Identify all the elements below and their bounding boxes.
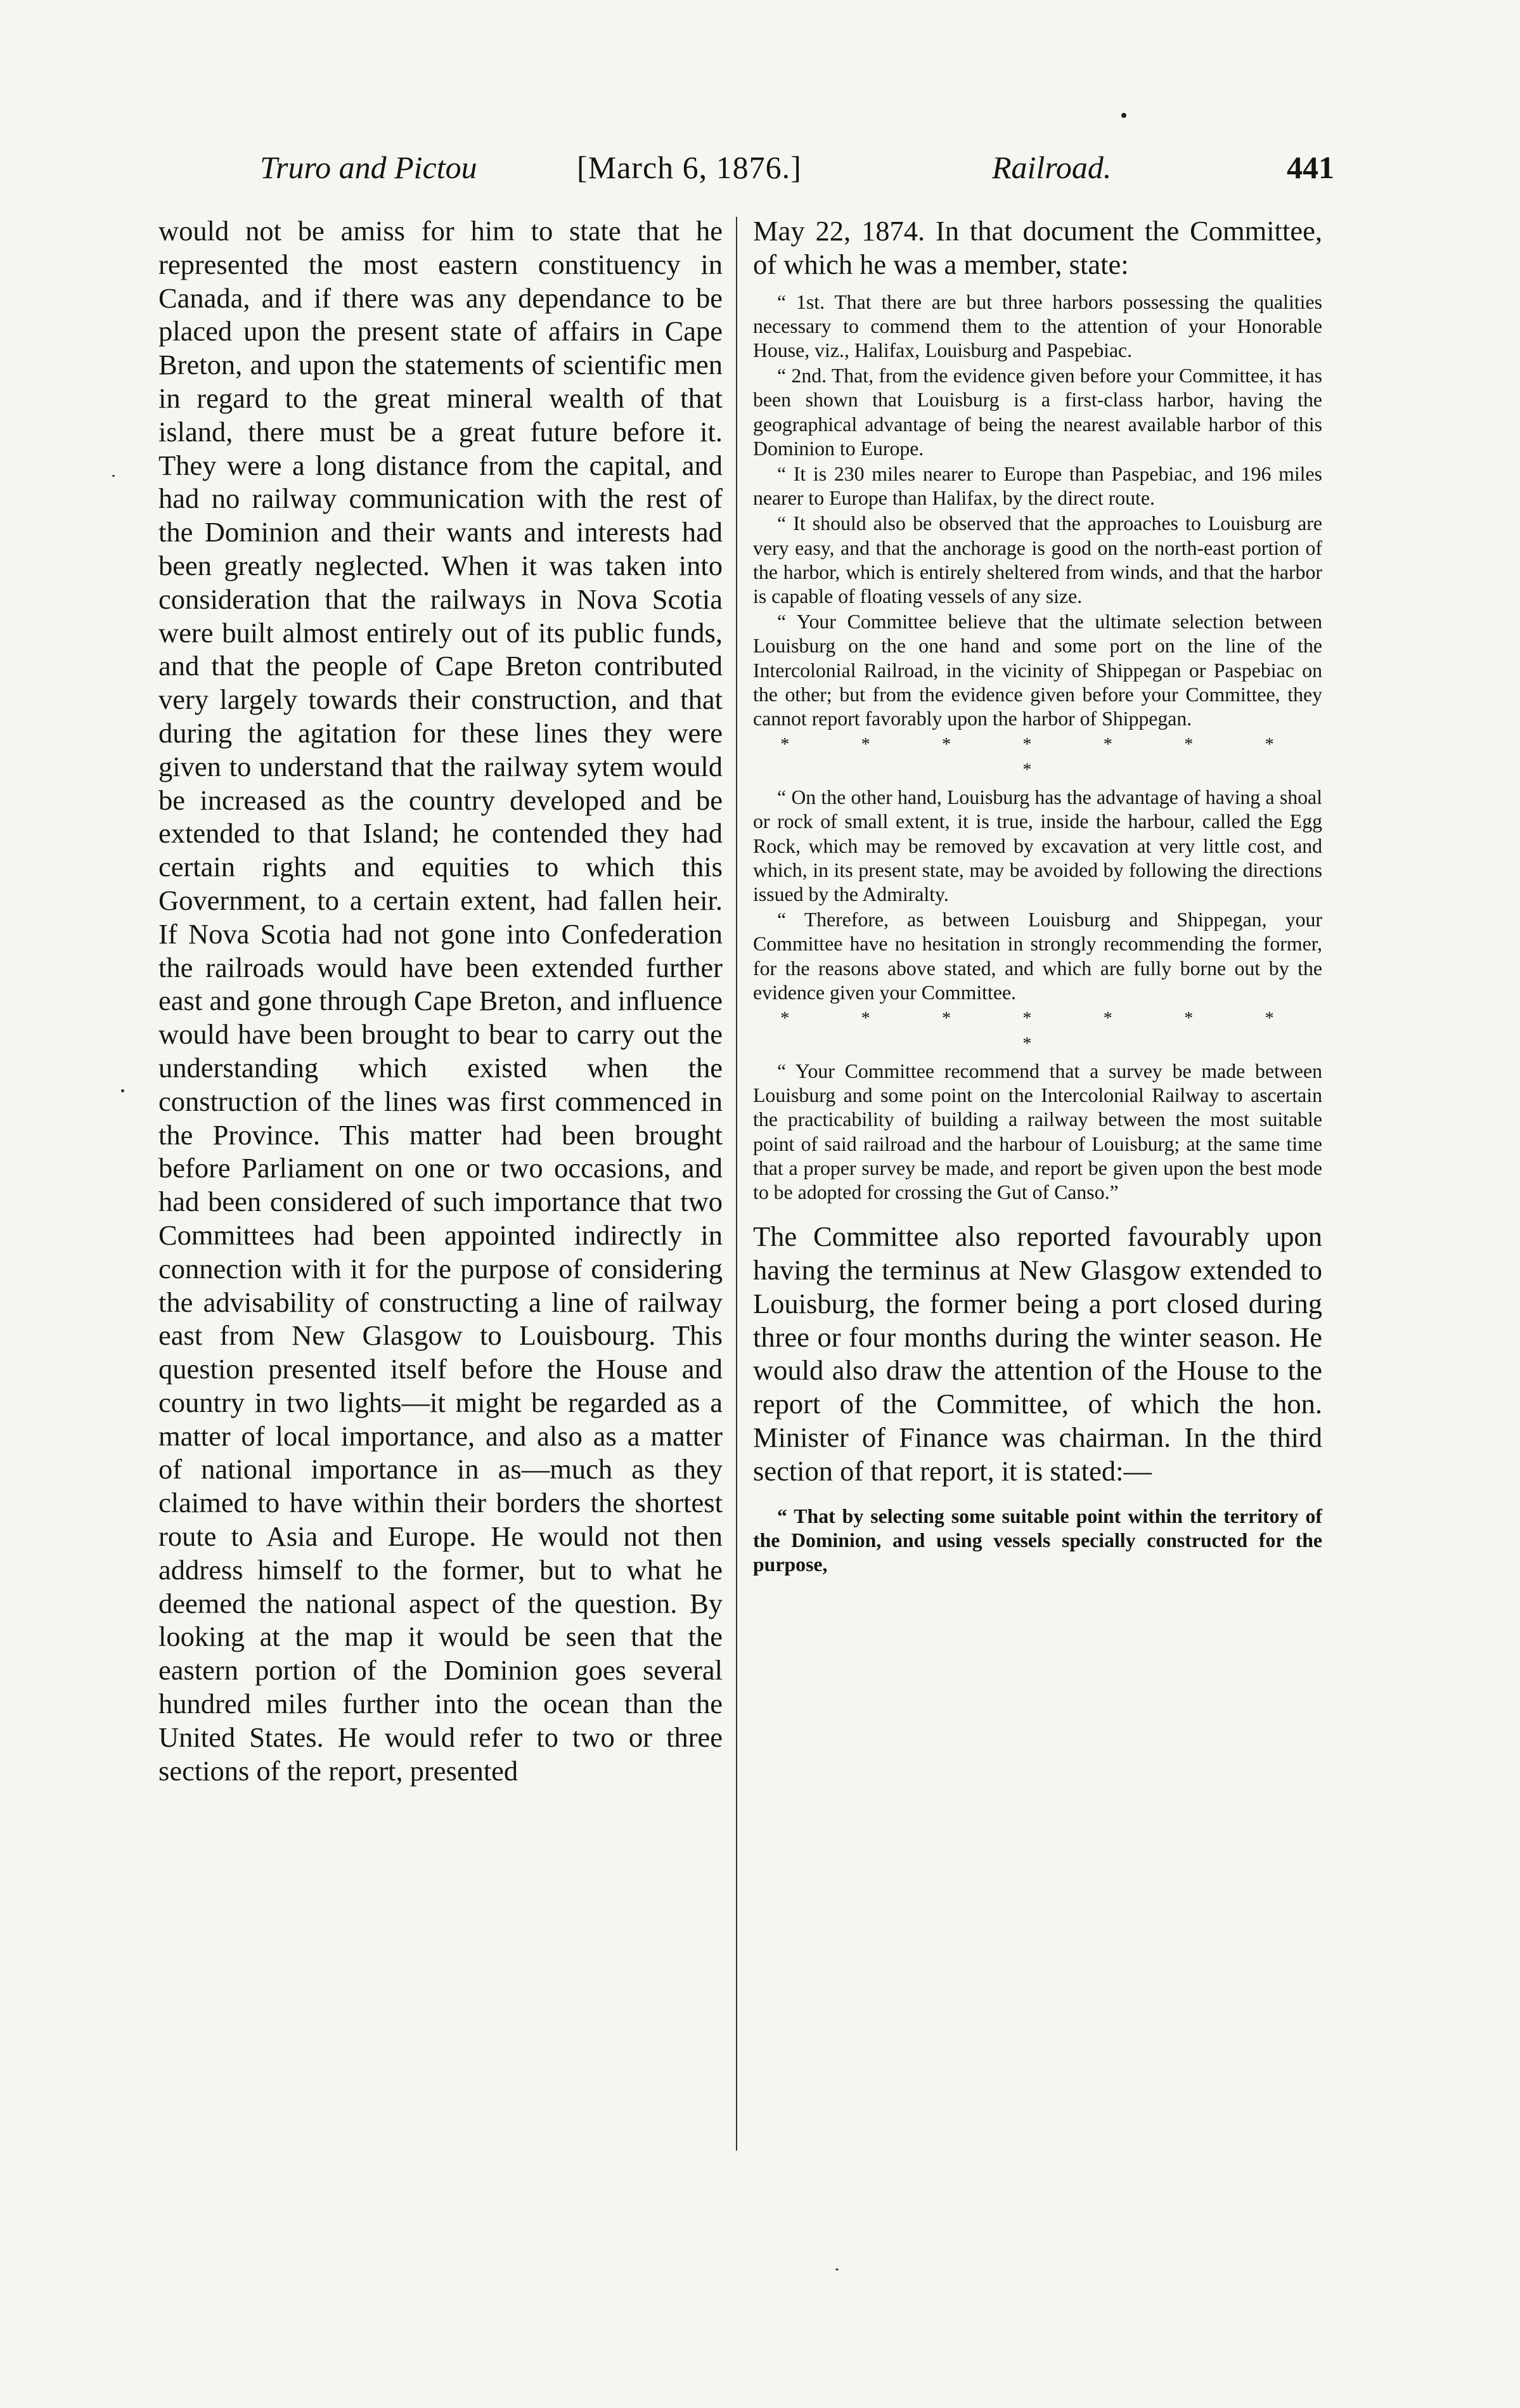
asterisk-separator: * * * * * * * * [780,1009,1308,1054]
right-column [753,214,1322,1577]
print-speck [112,475,115,477]
quote-paragraph: “ Your Committee recommend that a survey be made between Louisburg and some point on the Intercolonial Railway to ascertain the practicability of building a railway between the most suitable point of said railroad and the harbour of Louisburg; at the same time that a proper survey be made, and report be given upon the best mode to be adopted for crossing the Gut of Canso.” [753,1060,1322,1204]
quote-paragraph: “ Therefore, as between Louisburg and Shippegan, your Committee have no hesitation in strongly recommending the former, for the reasons above stated, and which are fully borne out by the evidence given your Committee. [753,909,1322,1004]
asterisk-separator: * * * * * * * * [780,735,1308,780]
print-speck [835,2269,839,2270]
quote-paragraph: “ It should also be observed that the approaches to Louisburg are very easy, and that the anchorage is good on the north-east portion of the harbor, which is entirely sheltered from winds, and that the harbor is capable of floating vessels of any size. [753,512,1322,608]
header-left-title: Truro and Pictou [260,150,477,185]
right-lead-paragraph: May 22, 1874. In that document the Committee, of which he was a member, state: [753,215,1322,280]
quote-paragraph: “ That by selecting some suitable point within the territory of the Dominion, and using vessels specially constructed for the purpose, [753,1505,1322,1576]
quote-paragraph: “ It is 230 miles nearer to Europe than Paspebiac, and 196 miles nearer to Europe than Halifax, by the direct route. [753,463,1322,510]
print-dot [1121,113,1126,118]
header-date: [March 6, 1876.] [577,150,802,185]
page-number: 441 [1287,150,1334,185]
quote-paragraph: “ On the other hand, Louisburg has the advantage of having a shoal or rock of small extent, it is true, inside the harbour, called the Egg Rock, which may be removed by excavation at very little cost, and which, in its present state, may be avoided by following the directions issued by the Admiralty. [753,786,1322,906]
running-header [260,148,1334,205]
left-column [158,214,723,1787]
print-speck [121,1089,124,1092]
header-right-title: Railroad. [992,150,1112,185]
quote-paragraph: “ 1st. That there are but three harbors possessing the qualities necessary to commend them to the attention of your Honorable House, viz., Halifax, Louisburg and Paspebiac. [753,290,1322,361]
quote-paragraph: “ 2nd. That, from the evidence given before your Committee, it has been shown that Louisburg is a first-class harbor, having the geographical advantage of being the nearest available harbor of this Dominion to Europe. [753,365,1322,460]
right-body-paragraph: The Committee also reported favourably upon having the terminus at New Glasgow extended to Louisburg, the former being a port closed during three or four months during the winter season. He would also draw the attention of the House to the report of the Committee, of which the hon. Minister of Finance was chairman. In the third section of that report, it is stated:— [753,1220,1322,1487]
column-divider [736,217,737,2151]
left-column-paragraph: would not be amiss for him to state that he represented the most eastern constituency in Canada, and if there was any dependance to be placed upon the present state of affairs in Cape Breton, and upon the statements of scientific men in regard to the great mineral wealth of that island, there must be a great future before it. They were a long distance from the capital, and had no railway communication with the rest of the Dominion and their wants and interests had been greatly neglected. When it was taken into consideration that the railways in Nova Scotia were built almost entirely out of its public funds, and that the people of Cape Breton contributed very largely towards their construction, and that during the agitation for these lines they were given to understand that the railway sytem would be increased as the country developed and be extended to that Island; he contended they had certain rights and equities to which this Government, to a certain extent, had fallen heir. If Nova Scotia had not gone into Confederation the railroads would have been extended further east and gone through Cape Breton, and influence would have been brought to bear to carry out the understanding which existed when the construction of the lines was first commenced in the Province. This matter had been brought before Parliament on one or two occasions, and had been considered of such importance that two Committees had been appointed indirectly in connection with it for the purpose of considering the advisability of constructing a line of railway east from New Glasgow to Louisbourg. This question presented itself before the House and country in two lights—it might be regarded as a matter of local importance, and also as a matter of national importance in as—much as they claimed to have within their borders the shortest route to Asia and Europe. He would not then address himself to the former, but to what he deemed the national aspect of the question. By looking at the map it would be seen that the eastern portion of the Dominion goes several hundred miles further into the ocean than the United States. He would refer to two or three sections of the report, presented [158,215,723,1787]
quote-paragraph: “ Your Committee believe that the ultimate selection between Louisburg on the one hand and some port on the line of the Intercolonial Railroad, in the vicinity of Shippegan or Paspebiac on the other; but from the evidence given before your Committee, they cannot report favorably upon the harbor of Shippegan. [753,611,1322,730]
